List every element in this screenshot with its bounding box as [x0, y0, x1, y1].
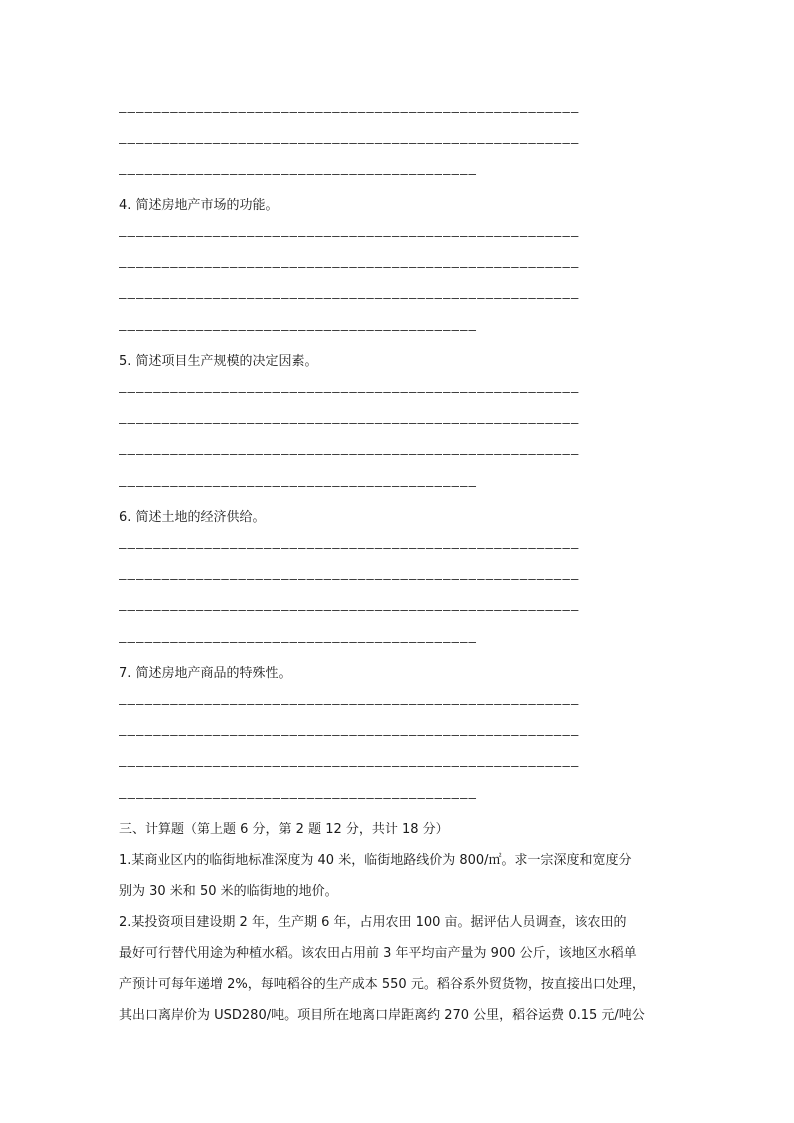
answer-blank-line: —————————————————————————————————————————————————————— — [119, 727, 580, 742]
answer-blank-line: —————————————————————————————————————————————————————— — [119, 228, 580, 243]
question-5: 5. 简述项目生产规模的决定因素。 — [119, 354, 318, 369]
answer-blank-line: —————————————————————————————————————————————————————— — [119, 446, 580, 461]
answer-blank-line: —————————————————————————————————————————————————————— — [119, 259, 580, 274]
answer-blank-line: —————————————————————————————————————————————————————— — [119, 602, 580, 617]
problem-2-line: 产预计可每年递增 2%，每吨稻谷的生产成本 550 元。稻谷系外贸货物，按直接出口处理， — [119, 977, 645, 992]
problem-2-line: 最好可行替代用途为种植水稻。该农田占用前 3 年平均亩产量为 900 公斤，该地区水稻单 — [119, 946, 637, 961]
answer-blank-line: —————————————————————————————————————————————————————— — [119, 696, 580, 711]
answer-blank-line: —————————————————————————————————————————— — [119, 322, 478, 337]
question-4: 4. 简述房地产市场的功能。 — [119, 198, 279, 213]
answer-blank-line: —————————————————————————————————————————— — [119, 634, 478, 649]
answer-blank-line: —————————————————————————————————————————————————————— — [119, 415, 580, 430]
problem-1-line: 别为 30 米和 50 米的临街地的地价。 — [119, 884, 338, 899]
answer-blank-line: —————————————————————————————————————————————————————— — [119, 384, 580, 399]
question-6: 6. 简述土地的经济供给。 — [119, 510, 266, 525]
answer-blank-line: —————————————————————————————————————————— — [119, 790, 478, 805]
answer-blank-line: —————————————————————————————————————————————————————— — [119, 540, 580, 555]
answer-blank-line: —————————————————————————————————————————————————————— — [119, 758, 580, 773]
answer-blank-line: —————————————————————————————————————————————————————— — [119, 290, 580, 305]
section-heading-calculation: 三、计算题（第上题 6 分，第 2 题 12 分，共计 18 分） — [119, 822, 449, 837]
answer-blank-line: —————————————————————————————————————————————————————— — [119, 571, 580, 586]
answer-blank-line: —————————————————————————————————————————— — [119, 166, 478, 181]
question-7: 7. 简述房地产商品的特殊性。 — [119, 666, 292, 681]
problem-2-line: 其出口离岸价为 USD280/吨。项目所在地离口岸距离约 270 公里，稻谷运费 0.15 元/吨公 — [119, 1008, 645, 1023]
answer-blank-line: —————————————————————————————————————————————————————— — [119, 135, 580, 150]
problem-2-line: 2.某投资项目建设期 2 年，生产期 6 年，占用农田 100 亩。据评估人员调查，该农田的 — [119, 915, 627, 930]
answer-blank-line: —————————————————————————————————————————— — [119, 478, 478, 493]
problem-1-line: 1.某商业区内的临街地标准深度为 40 米，临街地路线价为 800/㎡。求一宗深度和宽度分 — [119, 853, 632, 868]
answer-blank-line: —————————————————————————————————————————————————————— — [119, 104, 580, 119]
